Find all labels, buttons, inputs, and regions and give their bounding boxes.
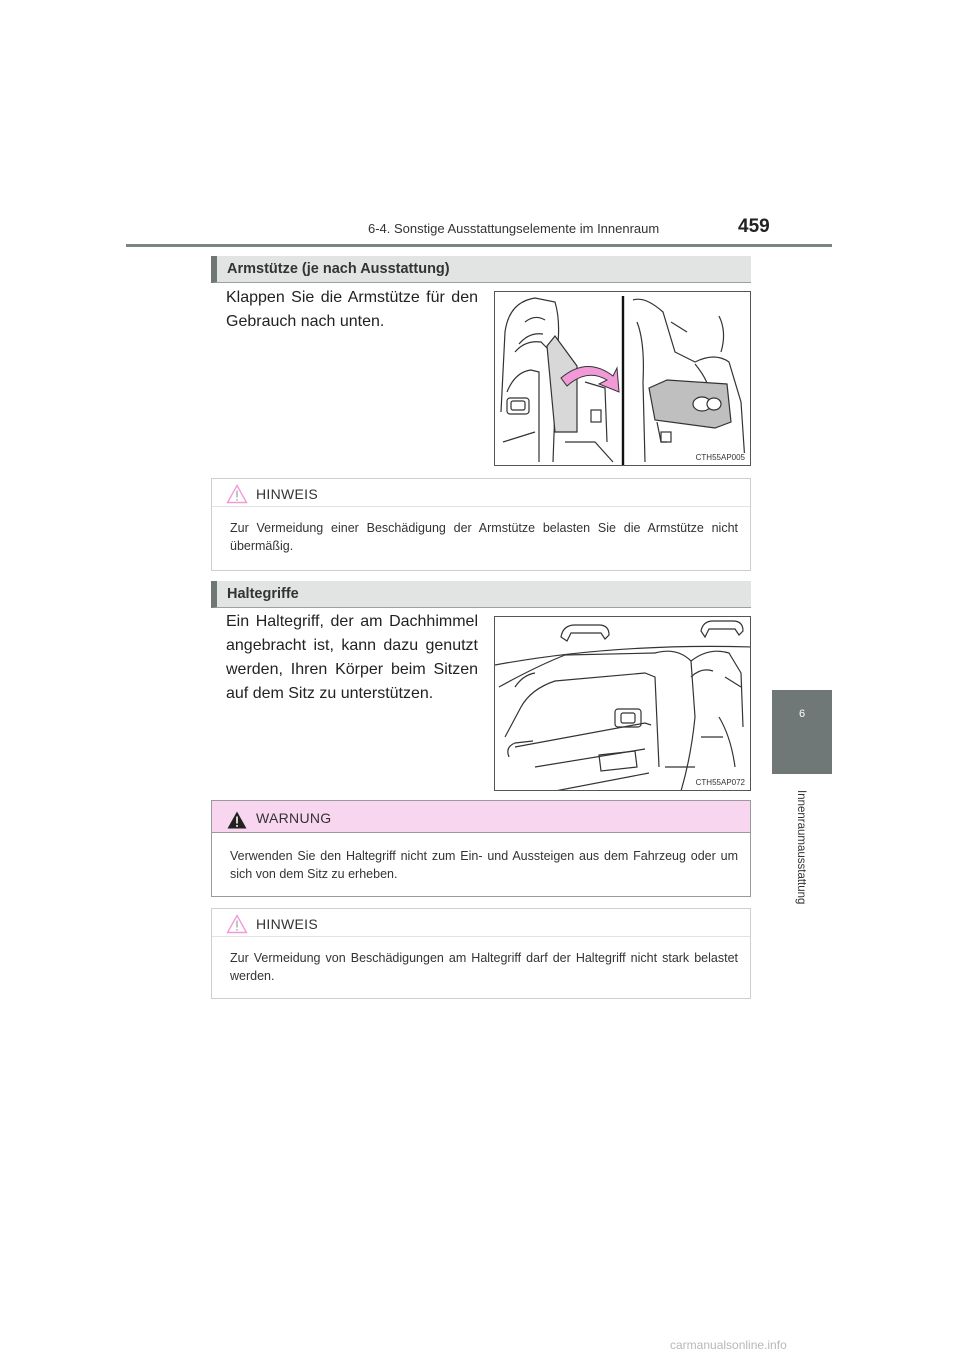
armrest-illustration [494, 291, 751, 466]
notice-header-armrest [212, 479, 750, 507]
warning-title: WARNUNG [256, 810, 332, 826]
notice-text-grab-handle: Zur Vermeidung von Beschädigungen am Haltegriff darf der Haltegriff nicht stark belastet werden. [230, 951, 738, 983]
chapter-tab-label-text: Innenraumausstattung [795, 790, 807, 905]
grab-handle-illustration-drawing [495, 617, 751, 791]
header-rule [126, 244, 832, 247]
armrest-illustration-drawing [495, 292, 751, 466]
notice-box-grab-handle [211, 908, 751, 999]
notice-box-armrest [211, 478, 751, 571]
page-number: 459 [738, 216, 770, 237]
section-heading-armrest [211, 256, 751, 283]
chapter-tab [772, 690, 832, 774]
chapter-tab-label [791, 790, 811, 905]
notice-title-grab-handle: HINWEIS [256, 916, 318, 932]
grab-handle-illustration [494, 616, 751, 791]
figure-code-armrest: CTH55AP005 [695, 453, 745, 462]
caution-triangle-icon [226, 914, 248, 934]
caution-triangle-icon [226, 484, 248, 504]
grab-handles-description-text: Ein Haltegriff, der am Dachhimmel angebracht ist, kann dazu genutzt werden, Ihren Körper beim Sitzen auf dem Sitz zu unterstützen. [226, 613, 478, 702]
warning-box-grab-handle [211, 800, 751, 897]
warning-triangle-icon [226, 810, 248, 830]
notice-header-grab-handle [212, 909, 750, 937]
armrest-instruction-text: Klappen Sie die Armstütze für den Gebrauch nach unten. [226, 289, 478, 330]
section-heading-armrest-text: Armstütze (je nach Ausstattung) [227, 261, 450, 277]
warning-text: Verwenden Sie den Haltegriff nicht zum Ein- und Aussteigen aus dem Fahrzeug oder um sich von dem Sitz zu erheben. [230, 849, 738, 881]
warning-header [212, 801, 750, 833]
section-heading-grab-handles [211, 581, 751, 608]
running-header-section: 6-4. Sonstige Ausstattungselemente im Innenraum [368, 221, 660, 236]
section-heading-grab-handles-text: Haltegriffe [227, 586, 299, 602]
notice-title-armrest: HINWEIS [256, 486, 318, 502]
watermark: carmanualsonline.info [670, 1338, 787, 1352]
chapter-tab-number: 6 [798, 708, 806, 720]
figure-code-grab-handle: CTH55AP072 [695, 778, 745, 787]
notice-text-armrest: Zur Vermeidung einer Beschädigung der Armstütze belasten Sie die Armstütze nicht übermäßig. [230, 521, 738, 553]
